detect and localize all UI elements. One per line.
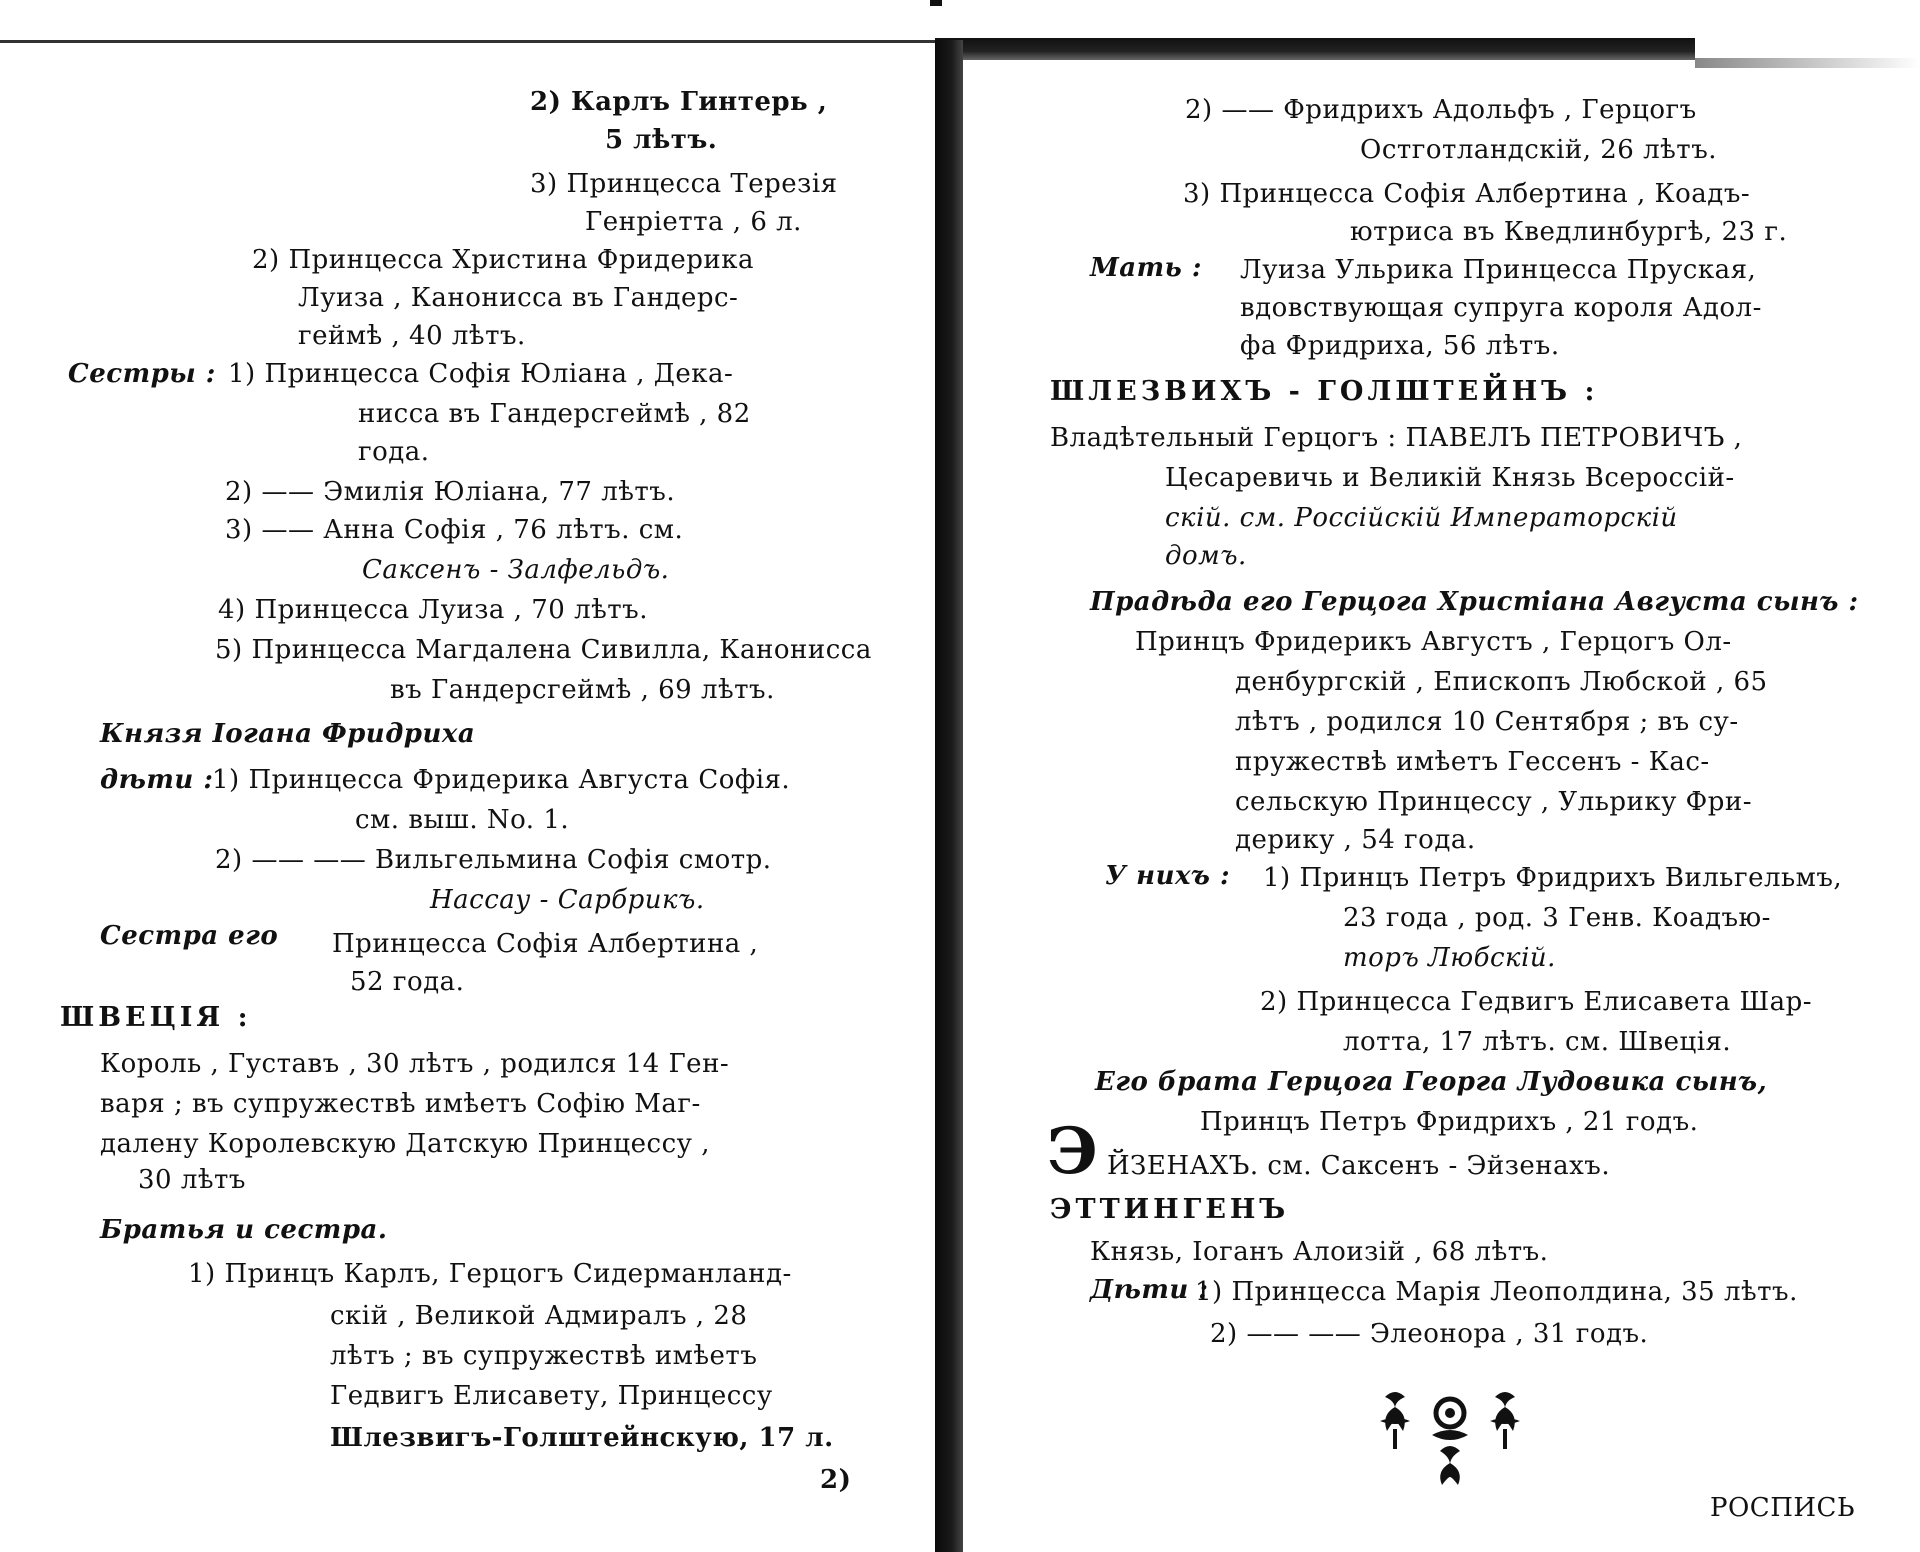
catchword: РОСПИСЬ [1710, 1493, 1855, 1523]
country-heading: ШЛЕЗВИХЪ - ГОЛШТЕЙНЪ : [1050, 376, 1599, 407]
text-line: далену Королевскую Датскую Принцессу , [100, 1129, 710, 1159]
text-line: скій , Великой Адмиралъ , 28 [330, 1301, 748, 1331]
section-label: Прадѣда его Герцога Христіана Августа сынъ : [1090, 587, 1859, 617]
text-line: Гедвигъ Елисавету, Принцессу [330, 1381, 773, 1411]
country-heading: ШВЕЦІЯ : [60, 1002, 252, 1033]
text-line: 2) —— Эмилія Юліана, 77 лѣтъ. [225, 477, 676, 507]
text-line: 2) —— Фридрихъ Адольфъ , Герцогъ [1185, 95, 1697, 125]
section-label: дѣти : [100, 765, 214, 795]
drop-cap: Э [1047, 1114, 1099, 1189]
printers-ornament-icon [1370, 1385, 1530, 1490]
left-page [0, 0, 935, 1552]
text-line: 3) —— Анна Софія , 76 лѣтъ. см. [225, 515, 684, 545]
text-line: домъ. [1165, 541, 1247, 571]
text-line: Шлезвигъ-Голштейнскую, 17 л. [330, 1423, 834, 1453]
text-line: см. выш. No. 1. [355, 805, 570, 835]
text-line: 3) Принцесса Терезія [530, 169, 838, 199]
section-label: Сестра его [100, 921, 279, 951]
text-line: вдовствующая супруга короля Адол- [1240, 293, 1762, 323]
text-line: въ Гандерсгеймѣ , 69 лѣтъ. [390, 675, 775, 705]
text-line: торъ Любскій. [1343, 943, 1556, 973]
text-line: Цесаревичь и Великій Князь Всероссій- [1165, 463, 1735, 493]
text-line: 5) Принцесса Магдалена Сивилла, Канонисса [215, 635, 872, 665]
text-line: геймѣ , 40 лѣтъ. [298, 321, 526, 351]
text-line: денбургскій , Епископъ Любской , 65 [1235, 667, 1768, 697]
text-line: 2) —— —— Вильгельмина Софія смотр. [215, 845, 772, 875]
text-line: 2) Принцесса Христина Фридерика [252, 245, 754, 275]
text-line: дерику , 54 года. [1235, 825, 1476, 855]
section-label: Дѣти : [1090, 1275, 1209, 1305]
text-line: 52 года. [350, 967, 465, 997]
text-line: Нассау - Сарбрикъ. [430, 885, 705, 915]
text-line: фа Фридриха, 56 лѣтъ. [1240, 331, 1560, 361]
text-line: 2) Карлъ Гинтерь , [530, 87, 828, 117]
text-line: Владѣтельный Герцогъ : ПАВЕЛЪ ПЕТРОВИЧЪ , [1050, 423, 1743, 453]
text-line: 1) Принцесса Марія Леополдина, 35 лѣтъ. [1195, 1277, 1798, 1307]
text-line: нисса въ Гандерсгеймѣ , 82 [358, 399, 751, 429]
text-line: Король , Густавъ , 30 лѣтъ , родился 14 Ген- [100, 1049, 730, 1079]
text-line: года. [358, 437, 430, 467]
section-label: Братья и сестра. [100, 1215, 388, 1245]
section-label: Сестры : [68, 359, 216, 389]
text-line: пружествѣ имѣетъ Гессенъ - Кас- [1235, 747, 1710, 777]
text-line: Остготландскій, 26 лѣтъ. [1360, 135, 1717, 165]
text-line: Генріетта , 6 л. [585, 207, 802, 237]
text-line: 2) Принцесса Гедвигъ Елисавета Шар- [1260, 987, 1813, 1017]
section-label: Мать : [1090, 253, 1202, 283]
text-line: сельскую Принцессу , Ульрику Фри- [1235, 787, 1753, 817]
text-line: Саксенъ - Залфельдъ. [362, 555, 670, 585]
text-line: лѣтъ ; въ супружествѣ имѣетъ [330, 1341, 758, 1371]
right-page [935, 0, 1920, 1552]
text-line: 23 года , род. 3 Генв. Коадъю- [1343, 903, 1771, 933]
text-line: 2) —— —— Элеонора , 31 годъ. [1210, 1319, 1649, 1349]
section-label: У нихъ : [1105, 861, 1231, 891]
text-line: 3) Принцесса Софія Албертина , Коадъ- [1183, 179, 1751, 209]
section-label: Князя Іогана Фридриха [100, 719, 476, 749]
text-line: 1) Принцъ Карлъ, Герцогъ Сидерманланд- [188, 1259, 792, 1289]
text-line: скій. см. Россійскій Императорскій [1165, 503, 1678, 533]
country-heading: ЙЗЕНАХЪ. см. Саксенъ - Эйзенахъ. [1107, 1151, 1611, 1181]
text-line: 30 лѣтъ [138, 1165, 246, 1195]
section-label: Его брата Герцога Георга Лудовика сынъ, [1095, 1067, 1768, 1097]
text-line: 1) Принцесса Софія Юліана , Дека- [228, 359, 734, 389]
text-line: 1) Принцъ Петръ Фридрихъ Вильгельмъ, [1263, 863, 1843, 893]
text-line: лѣтъ , родился 10 Сентября ; въ су- [1235, 707, 1739, 737]
text-line: 1) Принцесса Фридерика Августа Софія. [212, 765, 791, 795]
text-line: Принцъ Фридерикъ Августъ , Герцогъ Ол- [1135, 627, 1732, 657]
catchword: 2) [820, 1465, 852, 1495]
text-line: Принцъ Петръ Фридрихъ , 21 годъ. [1200, 1107, 1699, 1137]
text-line: варя ; въ супружествѣ имѣетъ Софію Маг- [100, 1089, 701, 1119]
text-line: Луиза , Канонисса въ Гандерс- [298, 283, 739, 313]
text-line: Князь, Іоганъ Алоизій , 68 лѣтъ. [1090, 1237, 1549, 1267]
text-line: ютриса въ Кведлинбургѣ, 23 г. [1350, 217, 1788, 247]
text-line: 5 лѣтъ. [605, 125, 718, 155]
text-line: Принцесса Софія Албертина , [332, 929, 759, 959]
country-heading: ЭТТИНГЕНЪ [1050, 1194, 1290, 1225]
text-line: Луиза Ульрика Принцесса Пруская, [1240, 255, 1757, 285]
text-line: лотта, 17 лѣтъ. см. Швеція. [1343, 1027, 1732, 1057]
text-line: 4) Принцесса Луиза , 70 лѣтъ. [218, 595, 648, 625]
